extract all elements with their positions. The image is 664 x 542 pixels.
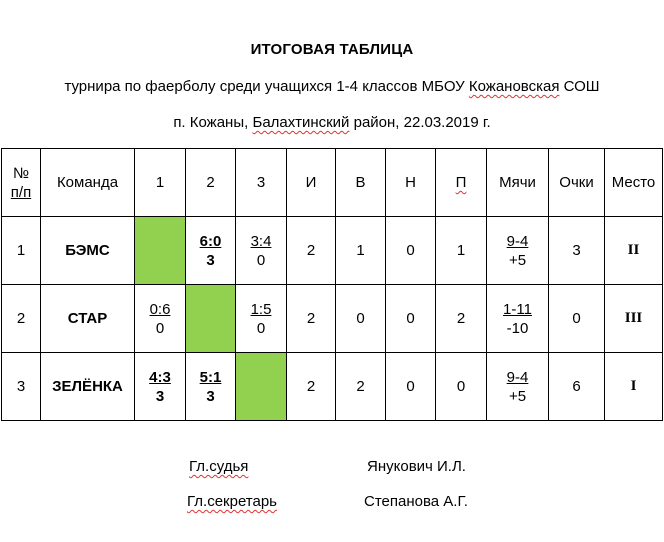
row-number: 2 [2, 285, 41, 353]
secretary-label: Гл.секретарь [187, 493, 277, 510]
judge-label: Гл.судья [189, 458, 249, 475]
draws-cell: 0 [386, 285, 436, 353]
wins-cell: 2 [336, 353, 386, 421]
match-cell: 0:6 0 [135, 285, 186, 353]
draws-cell: 0 [386, 353, 436, 421]
points-cell: 6 [549, 353, 605, 421]
subtitle-tournament [0, 78, 664, 95]
place-cell: I [605, 353, 663, 421]
header-col-3: 3 [236, 149, 287, 217]
header-draws: Н [386, 149, 436, 217]
table-row [2, 217, 663, 285]
match-cell: 6:0 3 [186, 217, 236, 285]
points-cell: 0 [549, 285, 605, 353]
table-header-row [2, 149, 663, 217]
location-text: п. Кожаны, [173, 114, 253, 131]
match-cell: 4:3 3 [135, 353, 186, 421]
wins-cell: 0 [336, 285, 386, 353]
place-cell: II [605, 217, 663, 285]
subtitle-school-suffix: СОШ [559, 78, 600, 95]
diagonal-cell [236, 353, 287, 421]
secretary-name: Степанова А.Г. [364, 493, 468, 510]
date-text: район, 22.03.2019 г. [349, 114, 491, 131]
points-cell: 3 [549, 217, 605, 285]
losses-cell: 0 [436, 353, 487, 421]
row-number: 3 [2, 353, 41, 421]
games-cell: 2 [287, 353, 336, 421]
header-wins: В [336, 149, 386, 217]
losses-cell: 1 [436, 217, 487, 285]
header-col-2: 2 [186, 149, 236, 217]
subtitle-text: турнира по фаерболу среди учащихся 1-4 классов МБОУ [64, 78, 469, 95]
results-table [1, 148, 663, 421]
wins-cell: 1 [336, 217, 386, 285]
table-row [2, 353, 663, 421]
diagonal-cell [135, 217, 186, 285]
match-cell: 5:1 3 [186, 353, 236, 421]
balls-cell: 9-4 +5 [487, 217, 549, 285]
header-losses: П [436, 149, 487, 217]
balls-cell: 9-4 +5 [487, 353, 549, 421]
subtitle-location-date [0, 114, 664, 131]
district-name: Балахтинский [252, 114, 350, 131]
header-points: Очки [549, 149, 605, 217]
losses-cell: 2 [436, 285, 487, 353]
team-name: СТАР [41, 285, 135, 353]
balls-cell: 1-11 -10 [487, 285, 549, 353]
school-name: Кожановская [468, 78, 560, 95]
judge-name: Янукович И.Л. [367, 458, 466, 475]
row-number: 1 [2, 217, 41, 285]
header-balls: Мячи [487, 149, 549, 217]
team-name: БЭМС [41, 217, 135, 285]
place-cell: III [605, 285, 663, 353]
header-number: № п/п [2, 149, 41, 217]
games-cell: 2 [287, 285, 336, 353]
header-place: Место [605, 149, 663, 217]
games-cell: 2 [287, 217, 336, 285]
table-row [2, 285, 663, 353]
draws-cell: 0 [386, 217, 436, 285]
team-name: ЗЕЛЁНКА [41, 353, 135, 421]
header-games: И [287, 149, 336, 217]
diagonal-cell [186, 285, 236, 353]
header-team: Команда [41, 149, 135, 217]
header-col-1: 1 [135, 149, 186, 217]
page-title: ИТОГОВАЯ ТАБЛИЦА [250, 41, 414, 58]
match-cell: 3:4 0 [236, 217, 287, 285]
match-cell: 1:5 0 [236, 285, 287, 353]
